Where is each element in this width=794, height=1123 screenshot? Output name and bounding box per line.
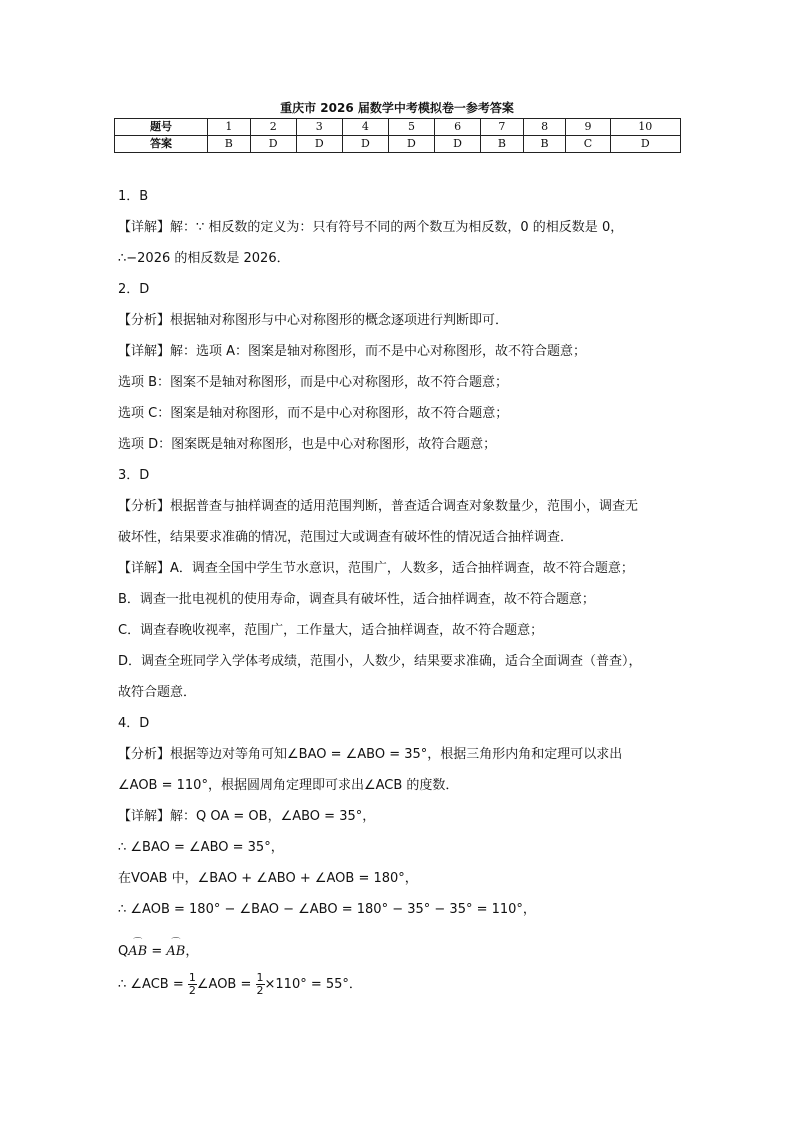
q2-option-b-line: 选项 B：图案不是轴对称图形，而是中心对称图形，故不符合题意； <box>118 375 509 390</box>
because-symbol: Q <box>118 944 129 959</box>
answer-cell: C <box>566 136 610 153</box>
q2-option-d-line: 选项 D：图案既是轴对称图形，也是中心对称图形，故符合题意； <box>118 437 497 452</box>
q3-option-b-line: B．调查一批电视机的使用寿命，调查具有破坏性，适合抽样调查，故不符合题意； <box>118 592 595 607</box>
q2-analysis-line: 【分析】根据轴对称图形与中心对称图形的概念逐项进行判断即可． <box>118 313 509 328</box>
answer-table <box>114 118 681 153</box>
q4-arc-equality-line <box>118 940 198 959</box>
q3-option-d-line-2: 故符合题意． <box>118 685 197 700</box>
answer-cell: D <box>610 136 680 153</box>
q1-conclusion-line: ∴−2026 的相反数是 2026． <box>118 251 290 266</box>
fraction-one-half-2 <box>256 972 265 997</box>
answer-cell: D <box>296 136 342 153</box>
final-suffix: ×110° = 55°． <box>264 977 362 992</box>
q4-triangle-line: 在VOAB 中，∠BAO + ∠ABO + ∠AOB = 180°， <box>118 871 418 886</box>
q4-angle-aob-line: ∴ ∠AOB = 180° − ∠BAO − ∠ABO = 180° − 35° − 35° = 110°， <box>118 902 536 917</box>
fraction-denominator: 2 <box>256 984 264 997</box>
question-number-cell: 6 <box>435 119 481 136</box>
equals-sign: = <box>147 944 167 959</box>
question-1-heading: 1．B <box>118 189 149 204</box>
q2-option-c-line: 选项 C：图案是轴对称图形，而不是中心对称图形，故不符合题意； <box>118 406 509 421</box>
question-number-cell: 9 <box>566 119 610 136</box>
question-3-heading: 3．D <box>118 468 150 483</box>
answer-cell: D <box>388 136 434 153</box>
q4-analysis-line-2: ∠AOB = 110°，根据圆周角定理即可求出∠ACB 的度数． <box>118 778 459 793</box>
question-number-header: 题号 <box>115 119 208 136</box>
fraction-denominator: 2 <box>188 984 196 997</box>
fraction-numerator: 1 <box>256 971 264 984</box>
question-number-cell: 4 <box>342 119 388 136</box>
question-2-heading: 2．D <box>118 282 150 297</box>
final-middle: ∠AOB = <box>196 977 256 992</box>
answer-cell: D <box>342 136 388 153</box>
line-punctuation: ， <box>185 944 199 959</box>
question-number-cell: 10 <box>610 119 680 136</box>
arc-ab-left: ⌒ AB <box>128 944 147 959</box>
question-number-cell: 2 <box>250 119 296 136</box>
question-number-cell: 7 <box>481 119 524 136</box>
q3-option-c-line: C．调查春晚收视率，范围广，工作量大，适合抽样调查，故不符合题意； <box>118 623 544 638</box>
answer-cell: D <box>250 136 296 153</box>
q3-analysis-line: 【分析】根据普查与抽样调查的适用范围判断，普查适合调查对象数量少，范围小，调查无 <box>118 499 639 514</box>
answer-cell: B <box>208 136 251 153</box>
q3-analysis-line-2: 破坏性，结果要求准确的情况，范围过大或调查有破坏性的情况适合抽样调查． <box>118 530 574 545</box>
q4-final-line <box>118 972 362 997</box>
question-4-heading: 4．D <box>118 716 150 731</box>
page-title: 重庆市 2026 届数学中考模拟卷一参考答案 <box>280 101 514 115</box>
fraction-numerator: 1 <box>188 971 196 984</box>
q3-option-d-line: D．调查全班同学入学体考成绩，范围小，人数少，结果要求准确，适合全面调查（普查）， <box>118 654 642 669</box>
answer-header: 答案 <box>115 136 208 153</box>
question-number-cell: 8 <box>523 119 566 136</box>
answer-cell: B <box>481 136 524 153</box>
q2-detail-line: 【详解】解：选项 A：图案是轴对称图形，而不是中心对称图形，故不符合题意； <box>118 344 587 359</box>
question-number-row <box>115 119 681 136</box>
answer-cell: D <box>435 136 481 153</box>
final-prefix: ∴ ∠ACB = <box>118 977 188 992</box>
q3-option-a-line: 【详解】A．调查全国中学生节水意识，范围广，人数多，适合抽样调查，故不符合题意； <box>118 561 634 576</box>
q4-detail-line: 【详解】解：Q OA = OB，∠ABO = 35°， <box>118 809 376 824</box>
arc-ab-right: ⌒ AB <box>166 944 185 959</box>
question-number-cell: 1 <box>208 119 251 136</box>
q1-detail-line: 【详解】解：∵ 相反数的定义为：只有符号不同的两个数互为相反数，0 的相反数是 0， <box>118 220 624 235</box>
question-number-cell: 3 <box>296 119 342 136</box>
q4-step-line: ∴ ∠BAO = ∠ABO = 35°， <box>118 840 284 855</box>
question-number-cell: 5 <box>388 119 434 136</box>
q4-analysis-line: 【分析】根据等边对等角可知∠BAO = ∠ABO = 35°，根据三角形内角和定理可以求出 <box>118 747 623 762</box>
answer-row <box>115 136 681 153</box>
fraction-one-half <box>188 972 197 997</box>
answer-cell: B <box>523 136 566 153</box>
